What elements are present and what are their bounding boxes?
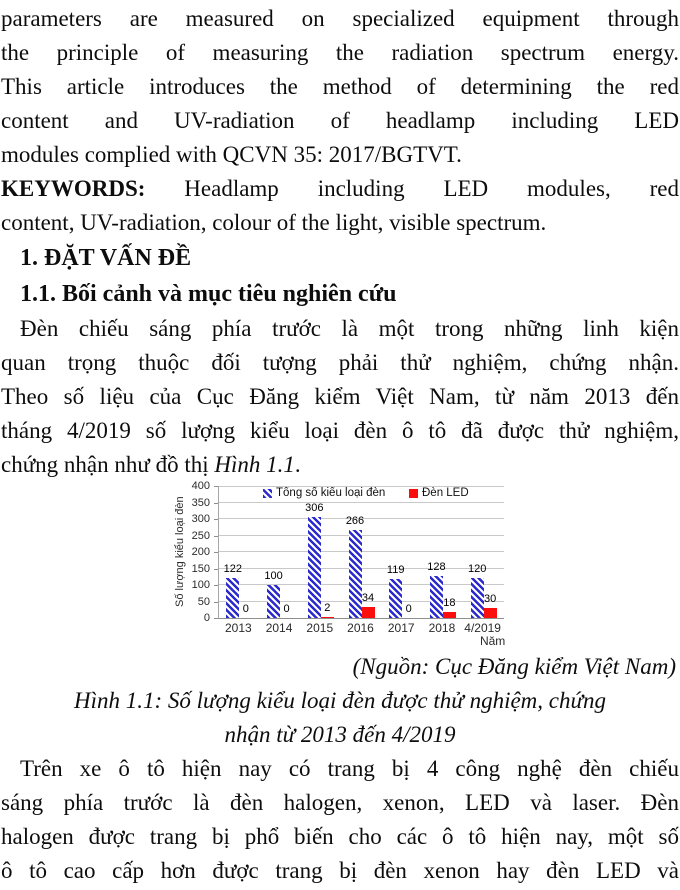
paragraph-abstract bbox=[0, 2, 680, 172]
figure-caption-line: Hình 1.1: Số lượng kiểu loại đèn được thử nghiệm, chứng bbox=[73, 688, 607, 713]
paragraph-line: the principle of measuring the radiation spectrum energy. bbox=[1, 40, 679, 65]
figure-bar-chart bbox=[168, 482, 512, 650]
bar-total bbox=[349, 530, 362, 618]
paragraph-text: chứng nhận như đồ thị bbox=[1, 452, 215, 477]
bar-value-label: 128 bbox=[427, 560, 446, 573]
paragraph-line: ô tô cao cấp hơn được trang bị đèn xenon hay đèn LED và bbox=[1, 858, 679, 883]
bar-value-label: 306 bbox=[305, 502, 324, 515]
y-tick-mark bbox=[214, 602, 218, 603]
paragraph-line: sáng phía trước là đèn halogen, xenon, LED và laser. Đèn bbox=[1, 790, 679, 815]
bar-led bbox=[362, 607, 375, 618]
paragraph-line: parameters are measured on specialized equipment through bbox=[1, 6, 679, 31]
keywords-line bbox=[0, 172, 680, 206]
section-heading: 1. ĐẶT VẤN ĐỀ bbox=[20, 245, 192, 271]
paragraph-line: content and UV-radiation of headlamp including LED bbox=[1, 108, 679, 133]
y-tick-mark bbox=[214, 585, 218, 586]
paragraph-line: Theo số liệu của Cục Đăng kiểm Việt Nam, từ năm 2013 đến bbox=[1, 384, 679, 409]
x-tick-label: 2016 bbox=[347, 621, 374, 635]
bar-value-label: 18 bbox=[443, 597, 456, 610]
keywords-label: KEYWORDS: bbox=[1, 176, 146, 201]
legend-item bbox=[409, 487, 469, 499]
bar-value-label: 0 bbox=[242, 603, 249, 615]
paragraph-context bbox=[0, 312, 680, 482]
x-tick-label: 2017 bbox=[387, 621, 415, 635]
keywords-paragraph bbox=[0, 172, 680, 240]
gridline bbox=[219, 584, 504, 585]
bar-value-label: 122 bbox=[223, 562, 243, 575]
bar-value-label: 100 bbox=[264, 570, 283, 582]
bar-value-label: 2 bbox=[324, 602, 331, 615]
x-axis-title: Năm bbox=[479, 634, 506, 648]
x-tick-label: 2018 bbox=[428, 621, 456, 635]
bar-led bbox=[443, 612, 456, 618]
y-tick-label: 250 bbox=[191, 529, 210, 542]
paragraph-text: . bbox=[294, 452, 301, 477]
bar-value-label: 0 bbox=[405, 603, 412, 615]
bar-value-label: 0 bbox=[283, 603, 290, 615]
keywords-text: Headlamp including LED modules, red bbox=[145, 176, 679, 201]
x-tick-label: 2013 bbox=[224, 621, 252, 635]
paragraph-line: tháng 4/2019 số lượng kiểu loại đèn ô tô đã được thử nghiệm, bbox=[1, 418, 679, 443]
legend-label: Tổng số kiểu loại đèn bbox=[276, 487, 386, 499]
paragraph-line: quan trọng thuộc đối tượng phải thử nghiệm, chứng nhận. bbox=[1, 350, 679, 375]
paragraph-line: halogen được trang bị phổ biến cho các ô tô hiện nay, một số bbox=[1, 824, 679, 849]
y-tick-label: 0 bbox=[203, 612, 210, 624]
y-tick-label: 400 bbox=[191, 480, 210, 492]
bar-value-label: 30 bbox=[484, 593, 497, 606]
bar-led bbox=[484, 608, 497, 618]
bar-value-label: 34 bbox=[361, 591, 375, 604]
y-tick-mark bbox=[214, 536, 218, 537]
paragraph-line bbox=[0, 448, 680, 482]
y-axis-title: Số lượng kiểu loại đèn bbox=[174, 496, 186, 608]
legend-item bbox=[263, 487, 385, 499]
paragraph-line: This article introduces the method of determining the red bbox=[1, 74, 679, 99]
bar-value-label: 119 bbox=[386, 563, 405, 576]
figure-source-note: (Nguồn: Cục Đăng kiểm Việt Nam) bbox=[352, 654, 676, 679]
bar-led bbox=[321, 617, 334, 618]
paragraph-technologies bbox=[0, 752, 680, 888]
chart-plot bbox=[218, 486, 504, 619]
solid-bar-legend-icon bbox=[409, 489, 418, 498]
figure-caption bbox=[0, 684, 680, 752]
paragraph-line: Trên xe ô tô hiện nay có trang bị 4 công nghệ đèn chiếu bbox=[20, 756, 679, 781]
gridline bbox=[219, 486, 504, 487]
y-tick-label: 100 bbox=[191, 579, 210, 591]
y-tick-mark bbox=[214, 618, 218, 619]
x-tick-label: 2015 bbox=[306, 621, 334, 635]
figure-caption-line: nhận từ 2013 đến 4/2019 bbox=[224, 722, 456, 747]
gridline bbox=[219, 535, 504, 536]
y-tick-mark bbox=[214, 486, 218, 487]
y-tick-mark bbox=[214, 552, 218, 553]
paragraph-line: modules complied with QCVN 35: 2017/BGTVT. bbox=[1, 142, 462, 167]
x-tick-label: 4/2019 bbox=[464, 621, 501, 635]
y-tick-mark bbox=[214, 503, 218, 504]
y-tick-label: 50 bbox=[197, 595, 210, 608]
y-tick-label: 200 bbox=[191, 546, 210, 558]
gridline bbox=[219, 502, 504, 503]
subsection-heading: 1.1. Bối cảnh và mục tiêu nghiên cứu bbox=[20, 281, 397, 307]
figure-reference: Hình 1.1 bbox=[214, 452, 295, 477]
hatched-bar-legend-icon bbox=[263, 489, 272, 498]
bar-value-label: 266 bbox=[345, 515, 365, 528]
y-tick-mark bbox=[214, 569, 218, 570]
legend-label: Đèn LED bbox=[422, 487, 469, 499]
gridline bbox=[219, 551, 504, 552]
paragraph-line: Đèn chiếu sáng phía trước là một trong những linh kiện bbox=[20, 316, 679, 341]
y-tick-label: 350 bbox=[191, 496, 210, 509]
y-tick-label: 300 bbox=[191, 513, 210, 525]
bar-value-label: 120 bbox=[467, 563, 487, 576]
y-tick-label: 150 bbox=[191, 562, 210, 575]
x-tick-label: 2014 bbox=[265, 621, 293, 635]
keywords-line: content, UV-radiation, colour of the light, visible spectrum. bbox=[1, 210, 547, 235]
y-tick-mark bbox=[214, 519, 218, 520]
